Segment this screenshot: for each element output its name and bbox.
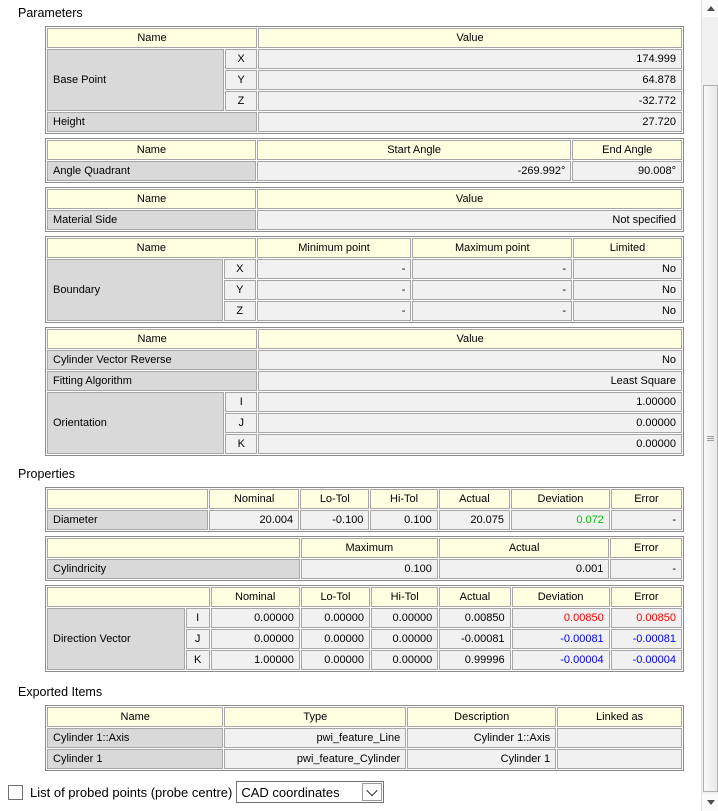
column-header: Error xyxy=(611,489,682,509)
properties-tables xyxy=(45,487,684,672)
value-cell: 0.00850 xyxy=(611,608,682,628)
axis-label: X xyxy=(224,259,256,279)
arrow-up-icon xyxy=(707,6,715,11)
value-cell: Cylinder 1 xyxy=(407,749,556,769)
value-cell: 0.100 xyxy=(301,559,438,579)
column-header: Hi-Tol xyxy=(371,587,438,607)
value-cell: 0.00000 xyxy=(258,413,682,433)
value-cell: - xyxy=(257,259,412,279)
coordinates-dropdown-value: CAD coordinates xyxy=(241,784,340,800)
column-header: Name xyxy=(47,28,257,48)
exported-items-table-0 xyxy=(45,705,684,771)
value-cell: -0.00004 xyxy=(512,650,610,670)
scrollbar-thumb[interactable] xyxy=(703,85,718,792)
properties-table-0 xyxy=(45,487,684,532)
column-header: Error xyxy=(610,538,682,558)
parameters-table-3 xyxy=(45,236,684,323)
value-cell: 20.075 xyxy=(439,510,510,530)
row-label: Orientation xyxy=(47,392,224,454)
column-header: Name xyxy=(47,140,256,160)
column-header: Value xyxy=(257,189,682,209)
row-label: Angle Quadrant xyxy=(47,161,256,181)
column-header: Lo-Tol xyxy=(301,587,370,607)
row-label: Material Side xyxy=(47,210,256,230)
parameters-table-4 xyxy=(45,327,684,456)
value-cell: -32.772 xyxy=(258,91,682,111)
axis-label: I xyxy=(186,608,210,628)
value-cell: - xyxy=(610,559,682,579)
scroll-up-button[interactable] xyxy=(702,0,718,17)
value-cell: - xyxy=(412,280,572,300)
value-cell: 0.00000 xyxy=(371,608,438,628)
column-header: Value xyxy=(258,329,682,349)
value-cell: 0.00000 xyxy=(371,629,438,649)
probed-points-checkbox-label[interactable]: List of probed points (probe centre) xyxy=(30,784,233,800)
value-cell: No xyxy=(573,259,682,279)
column-header: Name xyxy=(47,238,256,258)
row-label: Cylinder 1::Axis xyxy=(47,728,223,748)
column-header: Minimum point xyxy=(257,238,412,258)
properties-table-1 xyxy=(45,536,684,581)
axis-label: Y xyxy=(225,70,257,90)
value-cell: 0.100 xyxy=(370,510,437,530)
section-exported-items xyxy=(0,685,701,771)
value-cell: - xyxy=(412,259,572,279)
column-header: Nominal xyxy=(209,489,299,509)
axis-label: X xyxy=(225,49,257,69)
parameters-tables xyxy=(45,26,684,456)
arrow-down-icon xyxy=(707,800,715,805)
column-header xyxy=(47,489,208,509)
value-cell: 174.999 xyxy=(258,49,682,69)
value-cell: 90.008° xyxy=(572,161,682,181)
probed-points-checkbox[interactable] xyxy=(8,785,23,800)
value-cell: Not specified xyxy=(257,210,682,230)
value-cell: 27.720 xyxy=(258,112,682,132)
value-cell xyxy=(557,728,682,748)
value-cell: -0.00081 xyxy=(439,629,510,649)
axis-label: Y xyxy=(224,280,256,300)
scroll-down-button[interactable] xyxy=(702,794,718,811)
thumb-grip-icon xyxy=(707,436,714,441)
column-header: Name xyxy=(47,707,223,727)
value-cell: -0.100 xyxy=(300,510,369,530)
row-label: Direction Vector xyxy=(47,608,185,670)
value-cell: 0.00000 xyxy=(258,434,682,454)
row-label: Fitting Algorithm xyxy=(47,371,257,391)
value-cell: - xyxy=(412,301,572,321)
value-cell: 64.878 xyxy=(258,70,682,90)
axis-label: J xyxy=(186,629,210,649)
scrollbar-track[interactable] xyxy=(702,17,718,794)
value-cell: Least Square xyxy=(258,371,682,391)
column-header: Limited xyxy=(573,238,682,258)
axis-label: Z xyxy=(224,301,256,321)
value-cell: - xyxy=(257,280,412,300)
coordinates-dropdown[interactable] xyxy=(236,781,384,803)
row-label: Boundary xyxy=(47,259,223,321)
value-cell xyxy=(557,749,682,769)
bottom-bar xyxy=(8,780,701,804)
value-cell: 0.00000 xyxy=(301,650,370,670)
column-header: Deviation xyxy=(512,587,610,607)
parameters-table-2 xyxy=(45,187,684,232)
row-label: Diameter xyxy=(47,510,208,530)
axis-label: I xyxy=(225,392,257,412)
section-properties xyxy=(0,467,701,672)
column-header xyxy=(47,587,210,607)
value-cell: 0.00000 xyxy=(301,608,370,628)
value-cell: - xyxy=(611,510,682,530)
value-cell: pwi_feature_Cylinder xyxy=(224,749,406,769)
properties-table-2 xyxy=(45,585,684,672)
column-header: Description xyxy=(407,707,556,727)
row-label: Base Point xyxy=(47,49,224,111)
section-title-properties: Properties xyxy=(18,467,75,481)
value-cell: - xyxy=(257,301,412,321)
value-cell: 1.00000 xyxy=(258,392,682,412)
value-cell: 0.00000 xyxy=(301,629,370,649)
chevron-down-icon xyxy=(367,785,378,796)
column-header: Nominal xyxy=(211,587,300,607)
exported-items-tables xyxy=(45,705,684,771)
section-parameters xyxy=(0,6,701,456)
column-header: Hi-Tol xyxy=(370,489,437,509)
column-header: Actual xyxy=(439,538,610,558)
row-label: Cylinder Vector Reverse xyxy=(47,350,257,370)
axis-label: Z xyxy=(225,91,257,111)
value-cell: No xyxy=(258,350,682,370)
parameters-table-1 xyxy=(45,138,684,183)
coordinates-dropdown-button[interactable] xyxy=(362,783,382,801)
value-cell: 0.99996 xyxy=(439,650,510,670)
value-cell: 0.00000 xyxy=(371,650,438,670)
value-cell: -0.00004 xyxy=(611,650,682,670)
value-cell: 20.004 xyxy=(209,510,299,530)
column-header: Error xyxy=(611,587,682,607)
axis-label: J xyxy=(225,413,257,433)
column-header: Lo-Tol xyxy=(300,489,369,509)
column-header: Maximum point xyxy=(412,238,572,258)
vertical-scrollbar[interactable] xyxy=(701,0,718,811)
value-cell: 0.00850 xyxy=(512,608,610,628)
value-cell: Cylinder 1::Axis xyxy=(407,728,556,748)
column-header: Type xyxy=(224,707,406,727)
section-title-parameters: Parameters xyxy=(18,6,83,20)
value-cell: 0.001 xyxy=(439,559,610,579)
column-header: Start Angle xyxy=(257,140,572,160)
value-cell: pwi_feature_Line xyxy=(224,728,406,748)
column-header: Linked as xyxy=(557,707,682,727)
value-cell: 1.00000 xyxy=(211,650,300,670)
value-cell: -269.992° xyxy=(257,161,572,181)
value-cell: No xyxy=(573,301,682,321)
axis-label: K xyxy=(186,650,210,670)
row-label: Cylindricity xyxy=(47,559,300,579)
row-label: Height xyxy=(47,112,257,132)
value-cell: No xyxy=(573,280,682,300)
column-header: Actual xyxy=(439,489,510,509)
axis-label: K xyxy=(225,434,257,454)
row-label: Cylinder 1 xyxy=(47,749,223,769)
parameters-table-0 xyxy=(45,26,684,134)
value-cell: 0.00000 xyxy=(211,629,300,649)
column-header: End Angle xyxy=(572,140,682,160)
column-header: Name xyxy=(47,329,257,349)
section-title-exported-items: Exported Items xyxy=(18,685,103,699)
column-header: Actual xyxy=(439,587,510,607)
column-header xyxy=(47,538,300,558)
value-cell: -0.00081 xyxy=(512,629,610,649)
column-header: Maximum xyxy=(301,538,438,558)
value-cell: 0.00850 xyxy=(439,608,510,628)
column-header: Deviation xyxy=(511,489,610,509)
value-cell: 0.00000 xyxy=(211,608,300,628)
column-header: Value xyxy=(258,28,682,48)
column-header: Name xyxy=(47,189,256,209)
value-cell: 0.072 xyxy=(511,510,610,530)
value-cell: -0.00081 xyxy=(611,629,682,649)
